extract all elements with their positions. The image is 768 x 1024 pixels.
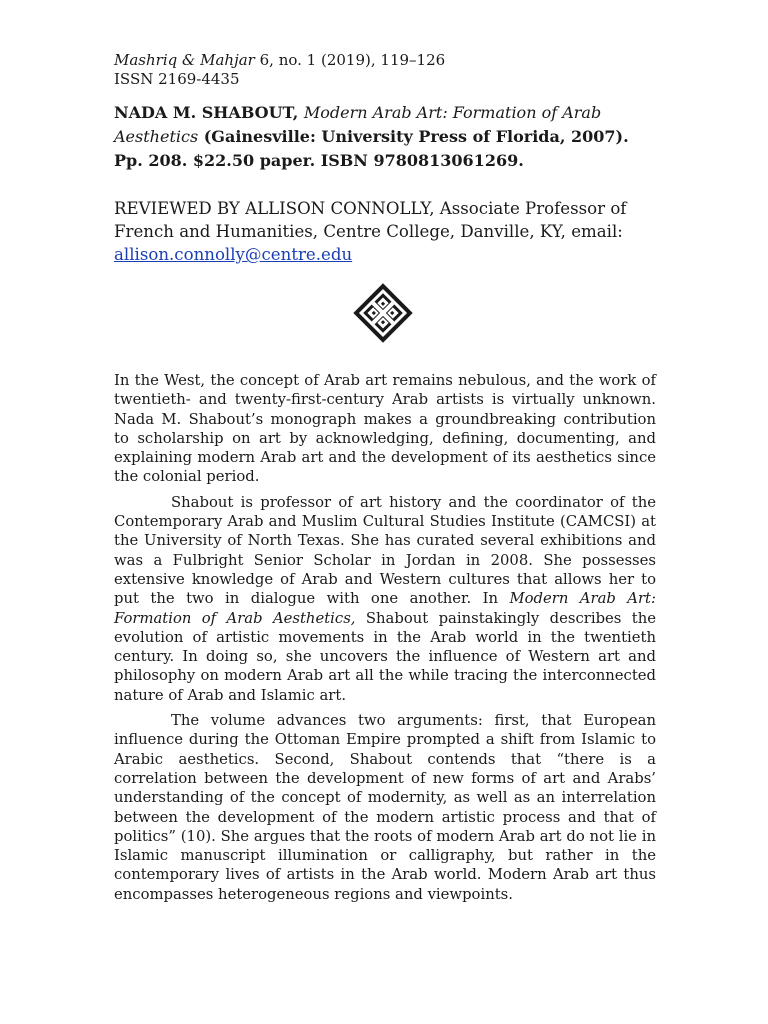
journal-header	[114, 51, 445, 89]
paragraph-2-part-2: Shabout painstakingly describes the evolution of artistic movements in the Arab world in the twentieth century. In doing so, she uncovers the influence of Western art and philosophy on modern Arab art all the while tracing the interconnected nature of Arab and Islamic art.	[114, 609, 656, 704]
review-body	[114, 371, 656, 910]
reviewer-block	[114, 197, 659, 266]
book-reference	[114, 101, 659, 173]
journal-name: Mashriq & Mahjar	[114, 51, 255, 69]
arabic-calligraphy-ornament-icon	[348, 281, 418, 345]
book-author: NADA M. SHABOUT,	[114, 103, 299, 122]
citation-details: 6, no. 1 (2019), 119–126	[254, 51, 446, 69]
issn: ISSN 2169-4435	[114, 70, 240, 88]
paragraph-2-part-1: Shabout is professor of art history and the coordinator of the Contemporary Arab and Muslim Cultural Studies Institute (CAMCSI) at the University of North Texas. She has curated several exhibitions and was a Fulbright Senior Scholar in Jordan in 2008. She possesses extensive knowledge of Arab and Western cultures that allows her to put the two in dialogue with one another. In	[114, 493, 656, 608]
reviewer-affiliation: Associate Professor of French and Humanities, Centre College, Danville, KY, email:	[114, 199, 627, 241]
paragraph-2-book-title: Modern Arab Art: Formation of Arab Aesthetics,	[114, 590, 656, 627]
reviewer-email-link[interactable]: allison.connolly@centre.edu	[114, 245, 353, 264]
ornament-graphic	[348, 281, 418, 345]
paragraph-3: The volume advances two arguments: first, that European influence during the Ottoman Empire prompted a shift from Islamic to Arabic aesthetics. Second, Shabout contends that “there is a correlation between the development of new forms of art and Arabs’ understanding of the concept of modernity, as well as an interrelation between the development of the modern artistic process and that of politics” (10). She argues that the roots of modern Arab art do not lie in Islamic manuscript illumination or calligraphy, but rather in the contemporary lives of artists in the Arab world. Modern Arab art thus encompasses heterogeneous regions and viewpoints.	[114, 712, 656, 903]
book-title: Modern Arab Art: Formation of Arab Aesthetics	[114, 103, 602, 146]
paragraph-1: In the West, the concept of Arab art remains nebulous, and the work of twentieth- and twenty-first-century Arab artists is virtually unknown. Nada M. Shabout’s monograph makes a groundbreaking contribution to scholarship on art by acknowledging, defining, documenting, and explaining modern Arab art and the development of its aesthetics since the colonial period.	[114, 372, 656, 486]
journal-citation	[114, 51, 445, 70]
reviewer-name: REVIEWED BY ALLISON CONNOLLY,	[114, 199, 435, 218]
paragraph-2	[114, 493, 656, 705]
book-details: (Gainesville: University Press of Florida, 2007). Pp. 208. $22.50 paper. ISBN 9780813061269.	[114, 127, 629, 170]
